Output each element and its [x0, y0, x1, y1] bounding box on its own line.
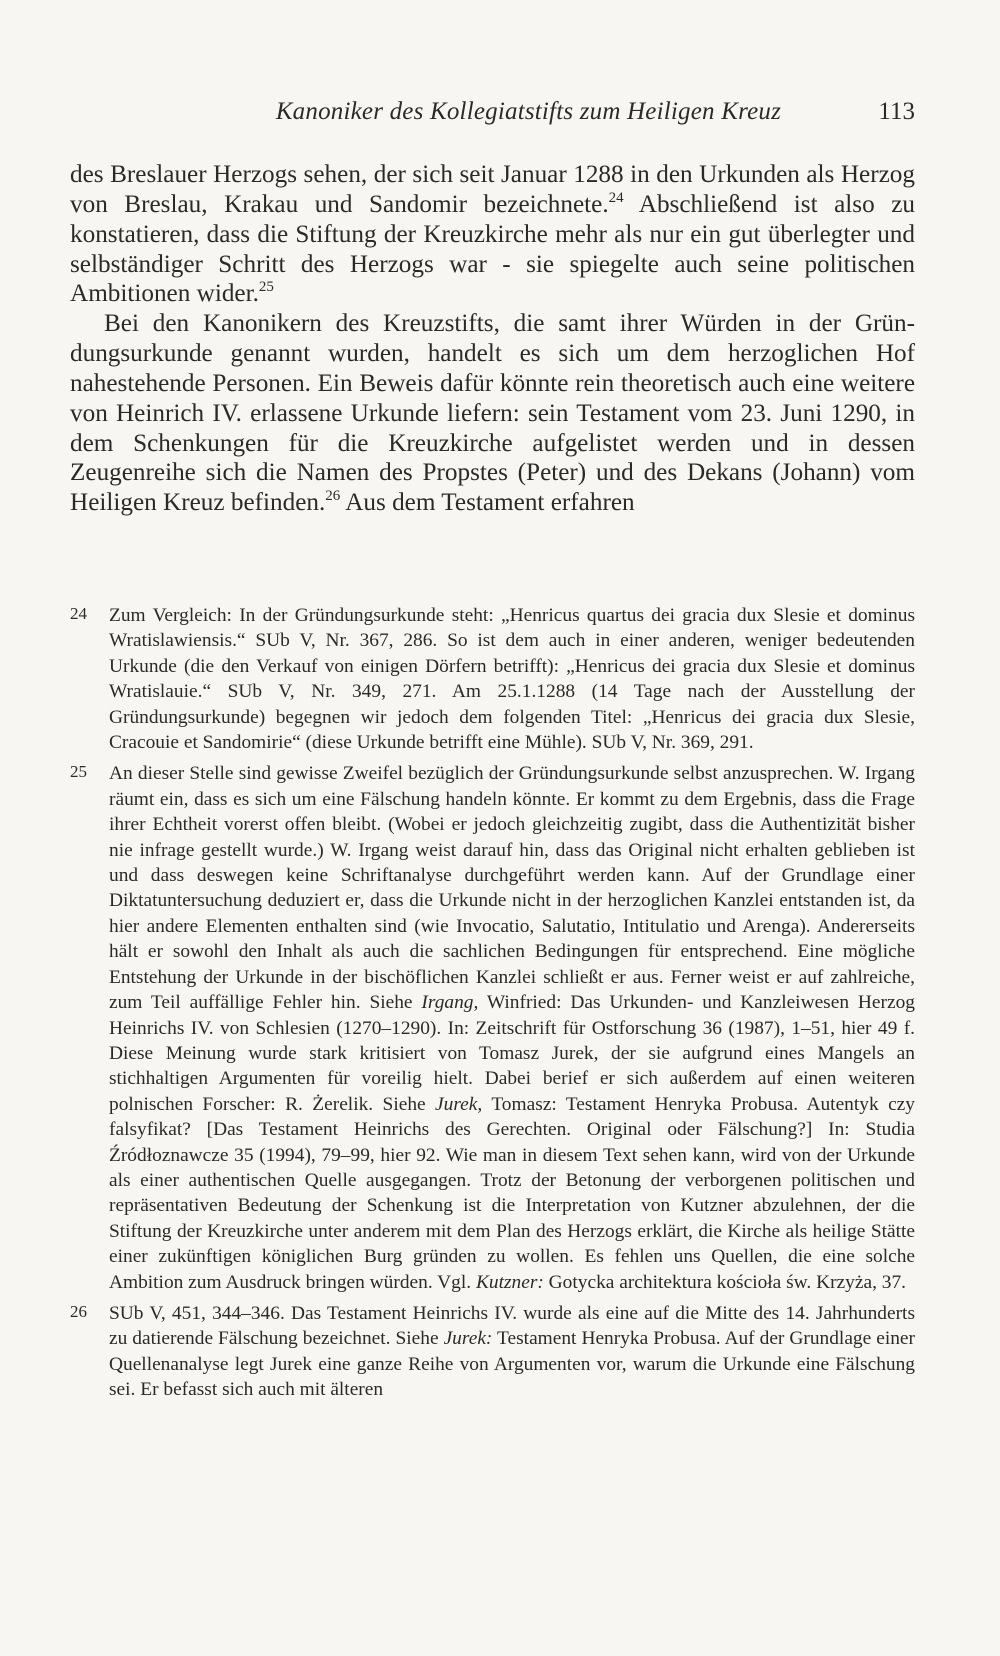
footnote-24: [70, 603, 915, 755]
footnote-25: 25 An dieser Stelle sind gewisse Zweifel bezüglich der Gründungsurkunde selbst anzusprechen. W. Irgang räumt ein, dass es sich um eine Fälschung handeln könnte. Er kommt zu dem Ergebnis, dass die Frage ihrer Echtheit vorerst offen bleibt. (Wobei er jedoch gleichzeitig zugibt, dass die Authentizität bisher nie infrage gestellt wurde.) W. Irgang weist darauf hin, dass das Original nicht erhalten geblieben ist und dass deswegen keine Schriftanalyse durchgeführt werden kann. Auf der Grundlage einer Diktatuntersuchung deduziert er, dass die Urkunde nicht in der herzoglichen Kanzlei entstanden ist, da hier andere Elementen enthalten sind (wie Invocatio, Salutatio, Intitulatio und Arenga). Andererseits hält er sowohl den Inhalt als auch die sachlichen Bedingungen für entsprechend. Eine mögliche Entstehung der Urkunde in der bischöflichen Kanzlei schließt er aus. Ferner weist er auf zahlreiche, zum Teil auffällige Fehler hin. Siehe Irgang, Winfried: Das Urkunden- und Kanzleiwesen Herzog Heinrichs IV. von Schlesien (1270–1290). In: Zeitschrift für Ostforschung 36 (1987), 1–51, hier 49 f. Diese Meinung wurde stark kritisiert von Tomasz Jurek, der sie aufgrund eines Mangels an stichhaltigen Argumenten für voreilig hielt. Dabei berief er sich außerdem auf einen weiteren polnischen Forscher: R. Żerelik. Siehe Jurek, Tomasz: Testament Henryka Probusa. Autentyk czy falsyfikat? [Das Testament Heinrichs des Gerechten. Original oder Fälschung?] In: Studia Źródłoznawcze 35 (1994), 79–99, hier 92. Wie man in diesem Text sehen kann, wird von der Urkunde als einer authentischen Quelle ausgegangen. Trotz der Betonung der verborgenen politischen und repräsentativen Bedeutung der Schenkung ist die Interpretation von Kutzner abzulehnen, der die Stiftung der Kreuzkirche unter anderem mit dem Plan des Herzogs erklärt, die Kirche als heilige Stätte einer zukünftigen königlichen Burg gründen zu wollen. Es fehlen uns Quellen, die eine solche Ambition zum Ausdruck bringen würden. Vgl. Kutzner: Gotycka architektura kościoła św. Krzyża, 37.: [70, 761, 915, 1295]
footnotes: [70, 603, 915, 1403]
page-number: 113: [878, 98, 915, 125]
footnote-number: 25: [70, 762, 87, 782]
paragraph-1: des Breslauer Herzogs sehen, der sich seit Januar 1288 in den Urkunden als Herzog von Breslau, Krakau und Sandomir bezeichnete.$^{24}$ Abschließend ist also zu konstatieren, dass die Stiftung der Kreuzkirche mehr als nur ein gut überlegter und selbständiger Schritt des Herzogs war - sie spiegelte auch seine politischen Ambitionen wider.$^{25}$: [70, 161, 915, 308]
main-text: [70, 160, 915, 518]
author-name: Jurek,: [435, 1093, 483, 1115]
author-name: Jurek:: [443, 1328, 493, 1350]
footnote-number: 24: [70, 604, 87, 623]
running-title: Kanoniker des Kollegiatstifts zum Heiligen Kreuz: [275, 98, 781, 125]
page-header: [70, 98, 915, 134]
footnote-ref-24: 24: [608, 189, 624, 206]
footnote-text: Zum Vergleich: In der Gründungsurkunde steht: „Henricus quartus dei gracia dux Slesie et dominus Wratislawiensis.“ SUb V, Nr. 367, 286. So ist dem auch in einer anderen, weniger bedeutenden Urkunde (die den Verkauf von einigen Dörfern betrifft): „Henricus dei gracia dux Slesie et dominus Wratislauie.“ SUb V, Nr. 349, 271. Am 25.1.1288 (14 Tage nach der Ausstellung der Gründungsurkunde) begegnen wir jedoch dem folgenden Titel: „Henricus dei gracia dux Slesie, Cracouie et Sandomirie“ (diese Urkunde betrifft eine Mühle). SUb V, Nr. 369, 291.: [109, 605, 915, 754]
footnote-ref-26: 26: [325, 488, 341, 505]
footnote-number: 26: [70, 1301, 87, 1321]
footnote-ref-25: 25: [258, 279, 274, 296]
author-name: Irgang,: [421, 992, 479, 1014]
paragraph-2: Bei den Kanonikern des Kreuzstifts, die samt ihrer Würden in der Gründungsurkunde genannt wurden, handelt es sich um dem herzoglichen Hof nahestehende Personen. Ein Beweis dafür könnte rein theoretisch auch eine weitere von Heinrich IV. erlassene Urkunde liefern: sein Testament vom 23. Juni 1290, in dem Schenkungen für die Kreuzkirche aufgelistet werden und in dessen Zeugenreihe sich die Namen des Propstes (Peter) und des Dekans (Johann) vom Heiligen Kreuz befinden.$^{26}$ Aus dem Testament erfahren: [70, 310, 915, 517]
author-name: Kutzner:: [475, 1271, 544, 1293]
footnote-26: 26 SUb V, 451, 344–346. Das Testament Heinrichs IV. wurde als eine auf die Mitte des 14. Jahrhunderts zu datierende Fälschung bezeichnet. Siehe Jurek: Testament Henryka Probusa. Auf der Grundlage einer Quellenanalyse legt Jurek eine ganze Reihe von Argumenten vor, warum die Urkunde eine Fälschung sei. Er befasst sich auch mit älteren: [70, 1301, 915, 1403]
